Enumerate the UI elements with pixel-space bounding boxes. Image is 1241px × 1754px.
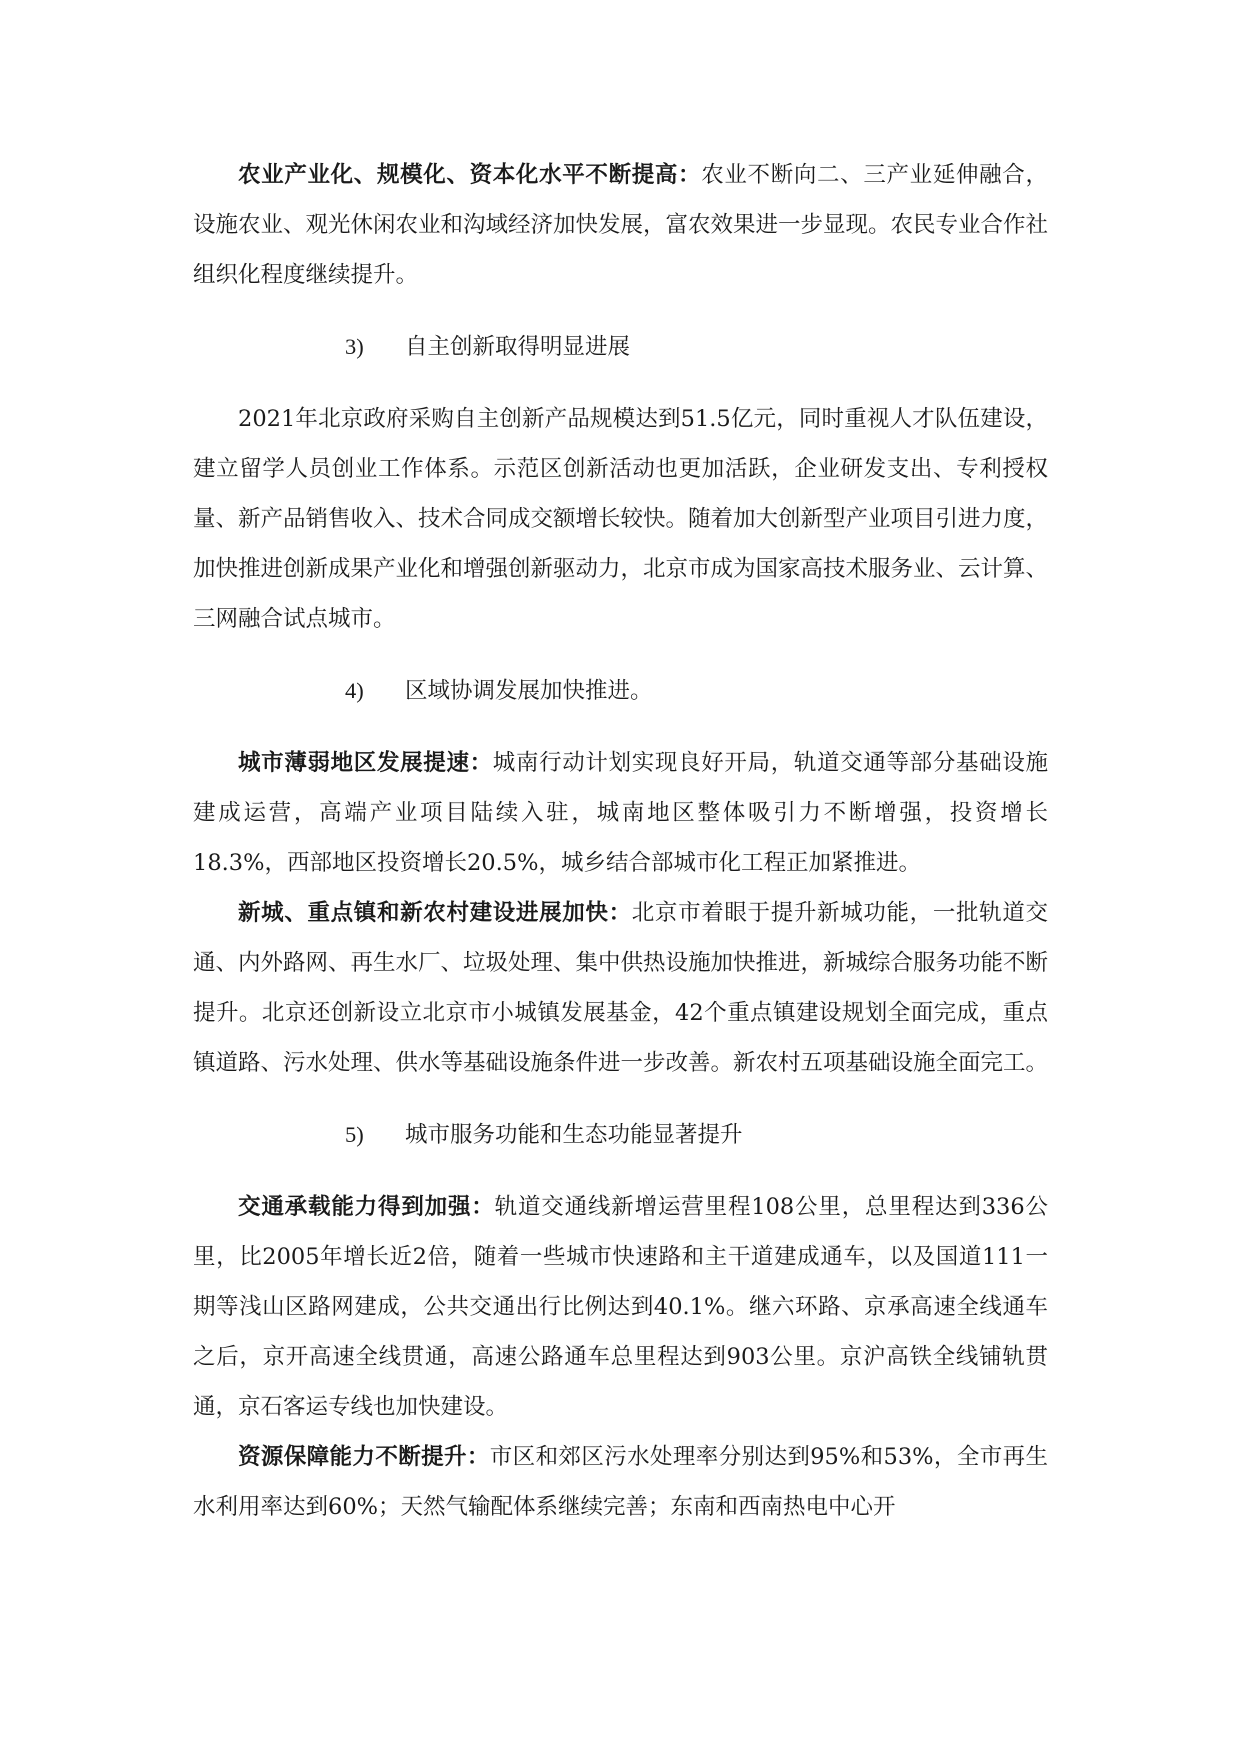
heading-title: 区域协调发展加快推进。 — [405, 678, 653, 704]
paragraph-lead: 城市薄弱地区发展提速： — [238, 750, 493, 776]
paragraph-lead: 交通承载能力得到加强： — [238, 1194, 495, 1220]
paragraph-weak-areas — [193, 738, 1048, 888]
heading-title: 城市服务功能和生态功能显著提升 — [405, 1122, 743, 1148]
paragraph-new-towns — [193, 888, 1048, 1088]
spacer — [193, 644, 1048, 666]
paragraph-body: 城南行动计划实现良好开局，轨道交通等部分基础设施建成运营，高端产业项目陆续入驻，城南地区整体吸引力不断增强，投资增长18.3%，西部地区投资增长20.5%，城乡结合部城市化工程正加紧推进。 — [193, 750, 1048, 876]
heading-number: 4) — [345, 678, 364, 703]
spacer — [193, 716, 1048, 738]
heading-number: 3) — [345, 334, 364, 359]
heading-title: 自主创新取得明显进展 — [405, 334, 631, 360]
section-heading-5 — [193, 1110, 1048, 1160]
spacer — [193, 300, 1048, 322]
paragraph-resources — [193, 1432, 1048, 1532]
paragraph-body: 轨道交通线新增运营里程108公里，总里程达到336公里，比2005年增长近2倍，随着一些城市快速路和主干道建成通车，以及国道111一期等浅山区路网建成，公共交通出行比例达到40.1%。继六环路、京承高速全线通车之后，京开高速全线贯通，高速公路通车总里程达到903公里。京沪高铁全线铺轨贯通，京石客运专线也加快建设。 — [193, 1194, 1048, 1420]
paragraph-body: 市区和郊区污水处理率分别达到95%和53%，全市再生水利用率达到60%；天然气输配体系继续完善；东南和西南热电中心开 — [193, 1444, 1048, 1520]
section-heading-3 — [193, 322, 1048, 372]
spacer — [193, 372, 1048, 394]
paragraph-lead: 新城、重点镇和新农村建设进展加快： — [238, 900, 632, 926]
paragraph-lead: 资源保障能力不断提升： — [238, 1444, 490, 1470]
paragraph-body: 2021年北京政府采购自主创新产品规模达到51.5亿元，同时重视人才队伍建设，建立留学人员创业工作体系。示范区创新活动也更加活跃，企业研发支出、专利授权量、新产品销售收入、技术合同成交额增长较快。随着加大创新型产业项目引进力度，加快推进创新成果产业化和增强创新驱动力，北京市成为国家高技术服务业、云计算、三网融合试点城市。 — [193, 406, 1049, 632]
paragraph-body: 北京市着眼于提升新城功能，一批轨道交通、内外路网、再生水厂、垃圾处理、集中供热设施加快推进，新城综合服务功能不断提升。北京还创新设立北京市小城镇发展基金，42个重点镇建设规划全面完成，重点镇道路、污水处理、供水等基础设施条件进一步改善。新农村五项基础设施全面完工。 — [193, 900, 1049, 1076]
spacer — [193, 1088, 1048, 1110]
document-page — [193, 150, 1048, 1532]
heading-number: 5) — [345, 1122, 364, 1147]
paragraph-agriculture — [193, 150, 1048, 300]
paragraph-innovation — [193, 394, 1048, 644]
spacer — [193, 1160, 1048, 1182]
paragraph-body: 农业不断向二、三产业延伸融合，设施农业、观光休闲农业和沟域经济加快发展，富农效果进一步显现。农民专业合作社组织化程度继续提升。 — [193, 162, 1049, 288]
paragraph-traffic — [193, 1182, 1048, 1432]
section-heading-4 — [193, 666, 1048, 716]
paragraph-lead: 农业产业化、规模化、资本化水平不断提高： — [238, 162, 702, 188]
